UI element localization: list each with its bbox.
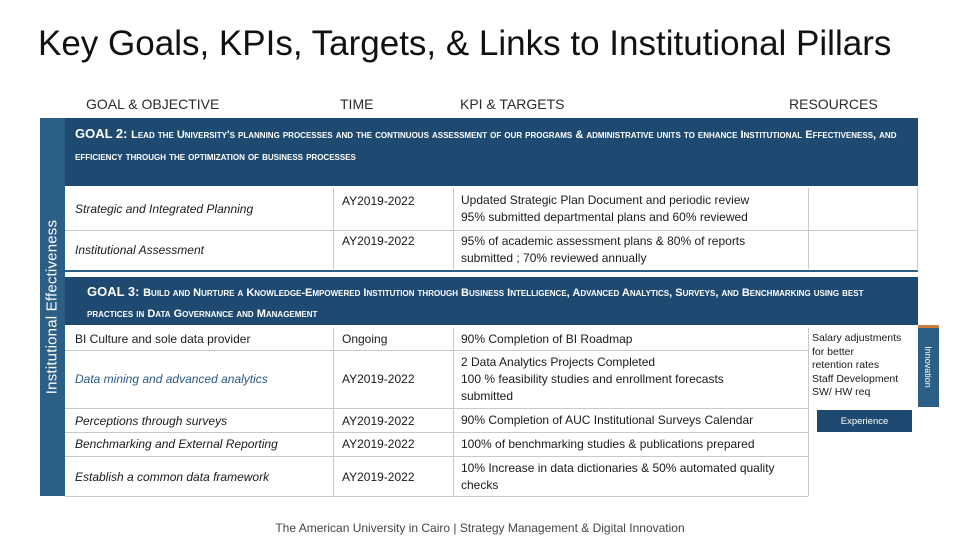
kpi-line: submitted ; 70% reviewed annually bbox=[461, 251, 647, 265]
kpi-line: 95% submitted departmental plans and 60% reviewed bbox=[461, 210, 748, 224]
goal-3-band bbox=[65, 277, 918, 325]
goal-2-label: GOAL 2: bbox=[75, 126, 132, 141]
goal-3-objective: Benchmarking and External Reporting bbox=[75, 437, 278, 451]
kpi-line: 10% Increase in data dictionaries & 50% automated quality bbox=[461, 460, 775, 475]
goal-3-kpi bbox=[453, 457, 808, 496]
resource-item: for better bbox=[812, 345, 855, 358]
resource-item: SW/ HW req bbox=[812, 386, 871, 398]
goal-3-time: AY2019-2022 bbox=[342, 413, 415, 428]
goal-2-time: AY2019-2022 bbox=[342, 194, 415, 208]
column-divider bbox=[333, 188, 334, 269]
goal-2-text: Lead the University's planning processes and the continuous assessment of our programs & administrative units to enhance Institutional Effectiveness, and efficiency through the optimization of business processes bbox=[75, 129, 897, 163]
header-goal-objective: GOAL & OBJECTIVE bbox=[86, 96, 220, 112]
column-divider bbox=[808, 188, 809, 269]
goal-3-kpi bbox=[453, 351, 808, 407]
section-divider bbox=[65, 270, 918, 272]
row-divider bbox=[65, 496, 808, 497]
kpi-line: 2 Data Analytics Projects Completed bbox=[461, 354, 656, 369]
goal-3-time: AY2019-2022 bbox=[342, 372, 415, 386]
goal-3-kpi: 100% of benchmarking studies & publications prepared bbox=[461, 436, 755, 451]
header-resources: RESOURCES bbox=[789, 96, 878, 112]
goal-3-objective: Perceptions through surveys bbox=[75, 413, 228, 428]
goal-3-kpi: 90% Completion of BI Roadmap bbox=[461, 331, 633, 346]
kpi-line: checks bbox=[461, 477, 499, 492]
resources-list bbox=[812, 332, 912, 400]
goal-3-objective: Establish a common data framework bbox=[75, 469, 270, 484]
resource-item: Salary adjustments bbox=[812, 332, 902, 344]
kpi-line: Updated Strategic Plan Document and periodic review bbox=[461, 193, 750, 207]
kpi-line: 95% of academic assessment plans & 80% of reports bbox=[461, 234, 746, 248]
column-divider bbox=[917, 188, 918, 269]
goal-3-time: AY2019-2022 bbox=[342, 469, 415, 484]
header-time: TIME bbox=[340, 96, 374, 112]
goal-2-kpi bbox=[453, 231, 808, 269]
page-title: Key Goals, KPIs, Targets, & Links to Institutional Pillars bbox=[38, 24, 892, 63]
kpi-line: 100 % feasibility studies and enrollment forecasts bbox=[461, 371, 724, 386]
header-kpi-targets: KPI & TARGETS bbox=[460, 96, 565, 112]
goal-2-objective: Institutional Assessment bbox=[75, 243, 204, 257]
goal-3-time: AY2019-2022 bbox=[342, 437, 415, 451]
experience-pillar-tag: Experience bbox=[817, 410, 912, 432]
column-divider bbox=[453, 188, 454, 269]
kpi-line: submitted bbox=[461, 388, 514, 403]
resource-item: retention rates bbox=[812, 359, 880, 371]
goal-2-band bbox=[65, 118, 918, 186]
goal-3-time: Ongoing bbox=[342, 332, 388, 346]
column-divider bbox=[333, 328, 334, 496]
goal-3-label: GOAL 3: bbox=[87, 284, 144, 299]
goal-2-time: AY2019-2022 bbox=[342, 234, 415, 248]
goal-3-kpi: 90% Completion of AUC Institutional Surveys Calendar bbox=[461, 413, 754, 427]
goal-3-objective: BI Culture and sole data provider bbox=[75, 332, 251, 346]
column-divider bbox=[808, 328, 809, 496]
goal-3-text: Build and Nurture a Knowledge-Empowered Institution through Business Intelligence, Advanced Analytics, Surveys, and Benchmarking using best practices in Data Governance and Management bbox=[87, 287, 864, 320]
column-divider bbox=[453, 328, 454, 496]
goal-3-objective: Data mining and advanced analytics bbox=[75, 372, 268, 386]
resource-item: Staff Development bbox=[812, 372, 899, 385]
goal-2-kpi bbox=[453, 188, 808, 230]
goal-2-objective: Strategic and Integrated Planning bbox=[75, 202, 254, 216]
side-pillar-label: Institutional Effectiveness bbox=[43, 219, 61, 395]
footer-text: The American University in Cairo | Strategy Management & Digital Innovation bbox=[275, 521, 685, 535]
innovation-pillar-label: Innovation bbox=[923, 346, 933, 388]
